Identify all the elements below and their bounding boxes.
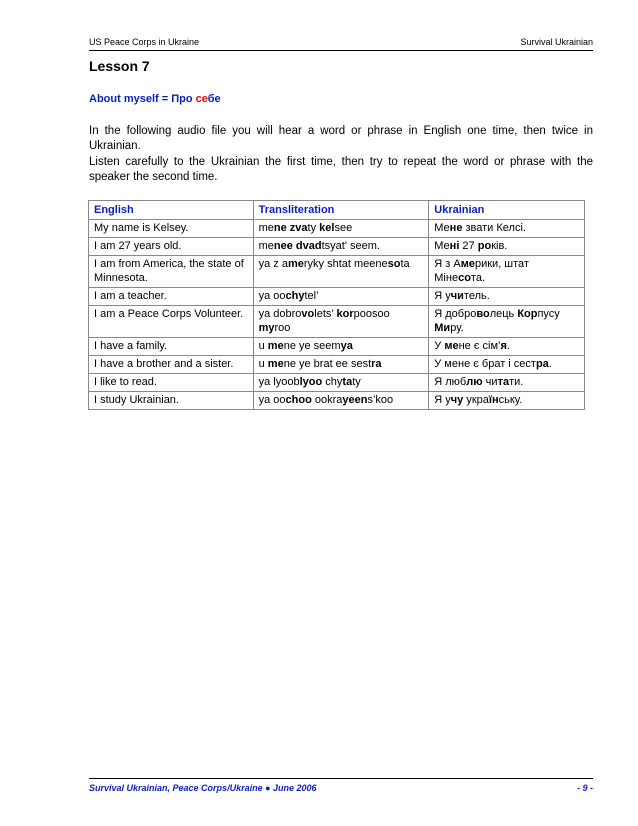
text-segment: see bbox=[334, 222, 353, 234]
lesson-title: Lesson 7 bbox=[89, 58, 150, 74]
stressed-syllable: my bbox=[258, 322, 275, 334]
english-cell bbox=[89, 238, 254, 256]
text-segment: My name is Kelsey. bbox=[94, 222, 189, 234]
stressed-syllable: choo bbox=[285, 394, 312, 406]
english-cell bbox=[89, 392, 254, 410]
column-header-transliteration: Transliteration bbox=[253, 201, 429, 220]
text-segment: ryky shtat meene bbox=[303, 258, 388, 270]
stressed-syllable: ra bbox=[371, 358, 382, 370]
stressed-syllable: їн bbox=[488, 394, 499, 406]
text-segment: I am 27 years old. bbox=[94, 240, 182, 252]
text-segment: ya oo bbox=[258, 290, 286, 302]
stressed-syllable: я bbox=[500, 340, 507, 352]
transliteration-cell bbox=[253, 356, 429, 374]
english-cell bbox=[89, 374, 254, 392]
text-segment: tel’ bbox=[304, 290, 319, 302]
text-segment: roo bbox=[274, 322, 291, 334]
text-segment: укра bbox=[463, 394, 489, 406]
text-segment: не є сім’ bbox=[458, 340, 501, 352]
ukrainian-cell bbox=[429, 288, 585, 306]
ukrainian-cell bbox=[429, 392, 585, 410]
text-segment: та. bbox=[470, 272, 486, 284]
text-segment: lets’ bbox=[314, 308, 337, 320]
text-segment: Я люб bbox=[434, 376, 467, 388]
stressed-syllable: ta bbox=[342, 376, 353, 388]
text-segment: звати Келсі. bbox=[462, 222, 526, 234]
table-row bbox=[89, 392, 585, 410]
stressed-syllable: ne bbox=[273, 222, 287, 234]
stressed-syllable: Ми bbox=[434, 322, 451, 334]
stressed-syllable: со bbox=[458, 272, 471, 284]
table-row bbox=[89, 306, 585, 338]
text-segment: s’koo bbox=[367, 394, 394, 406]
transliteration-cell bbox=[253, 288, 429, 306]
table-row bbox=[89, 220, 585, 238]
text-segment: У мене є брат і сест bbox=[434, 358, 536, 370]
table-row bbox=[89, 288, 585, 306]
text-segment: u bbox=[258, 358, 268, 370]
text-segment: ne ye seem bbox=[283, 340, 341, 352]
stressed-syllable: me bbox=[267, 358, 284, 370]
table-row bbox=[89, 338, 585, 356]
stressed-syllable: me bbox=[287, 258, 304, 270]
ukrainian-cell bbox=[429, 356, 585, 374]
topic-highlight: се bbox=[195, 93, 208, 105]
page-number: - 9 - bbox=[576, 783, 593, 793]
text-segment: . bbox=[548, 358, 552, 370]
stressed-syllable: ме bbox=[460, 258, 475, 270]
text-segment: ти. bbox=[509, 376, 524, 388]
column-header-ukrainian: Ukrainian bbox=[429, 201, 585, 220]
footer-left: Survival Ukrainian, Peace Corps/Ukraine ● June 2006 bbox=[89, 783, 317, 793]
table-row bbox=[89, 374, 585, 392]
stressed-syllable: me bbox=[267, 340, 284, 352]
transliteration-cell bbox=[253, 392, 429, 410]
text-segment: ne ye brat ee sest bbox=[283, 358, 372, 370]
topic-heading bbox=[89, 93, 221, 105]
page-header bbox=[89, 36, 593, 51]
text-segment: Я у bbox=[434, 394, 451, 406]
stressed-syllable: ні bbox=[449, 240, 460, 252]
text-segment: пусу bbox=[537, 308, 560, 320]
text-segment: poosoo bbox=[353, 308, 390, 320]
page-footer bbox=[89, 778, 593, 795]
stressed-syllable: ро bbox=[477, 240, 492, 252]
transliteration-cell bbox=[253, 220, 429, 238]
instruction-paragraph-2: Listen carefully to the Ukrainian the first time, then try to repeat the word or phrase with the speaker the second time. bbox=[89, 156, 593, 183]
table-body bbox=[89, 220, 585, 410]
stressed-syllable: vo bbox=[301, 308, 315, 320]
ukrainian-cell bbox=[429, 374, 585, 392]
header-right: Survival Ukrainian bbox=[520, 37, 593, 47]
transliteration-cell bbox=[253, 306, 429, 338]
text-segment: . bbox=[506, 340, 510, 352]
stressed-syllable: kel bbox=[319, 222, 335, 234]
text-segment: tsyat' seem. bbox=[321, 240, 380, 252]
stressed-syllable: lyoo bbox=[299, 376, 323, 388]
topic-prefix: About myself = Про bbox=[89, 93, 196, 105]
text-segment: ya dobro bbox=[258, 308, 302, 320]
text-segment: I am a teacher. bbox=[94, 290, 167, 302]
text-segment: тель. bbox=[463, 290, 490, 302]
text-segment: me bbox=[258, 222, 274, 234]
topic-suffix: бе bbox=[207, 93, 221, 105]
english-cell bbox=[89, 288, 254, 306]
text-segment: I have a brother and a sister. bbox=[94, 358, 234, 370]
text-segment: I study Ukrainian. bbox=[94, 394, 179, 406]
column-header-english: English bbox=[89, 201, 254, 220]
english-cell bbox=[89, 220, 254, 238]
table-header-row bbox=[89, 201, 585, 220]
transliteration-cell bbox=[253, 338, 429, 356]
ukrainian-cell bbox=[429, 238, 585, 256]
text-segment: Ме bbox=[434, 240, 450, 252]
text-segment: I have a family. bbox=[94, 340, 168, 352]
stressed-syllable: ya bbox=[340, 340, 353, 352]
text-segment: рики, штат Міне bbox=[434, 258, 529, 284]
text-segment: лець bbox=[489, 308, 518, 320]
ukrainian-cell bbox=[429, 256, 585, 288]
text-segment: чи bbox=[482, 376, 498, 388]
vocabulary-table bbox=[88, 200, 585, 410]
stressed-syllable: nee bbox=[273, 240, 293, 252]
header-left: US Peace Corps in Ukraine bbox=[89, 37, 200, 47]
text-segment: ty bbox=[307, 222, 320, 234]
stressed-syllable: yeen bbox=[342, 394, 368, 406]
stressed-syllable: чи bbox=[450, 290, 464, 302]
instruction-paragraph-1: In the following audio file you will hear a word or phrase in English one time, then twice in Ukrainian. bbox=[89, 125, 593, 152]
table-row bbox=[89, 238, 585, 256]
text-segment: me bbox=[258, 240, 274, 252]
table-row bbox=[89, 256, 585, 288]
english-cell bbox=[89, 338, 254, 356]
stressed-syllable: чу bbox=[450, 394, 464, 406]
ukrainian-cell bbox=[429, 306, 585, 338]
stressed-syllable: dvad bbox=[295, 240, 322, 252]
stressed-syllable: не bbox=[449, 222, 463, 234]
text-segment: ookra bbox=[311, 394, 343, 406]
ukrainian-cell bbox=[429, 220, 585, 238]
english-cell bbox=[89, 306, 254, 338]
stressed-syllable: chy bbox=[285, 290, 305, 302]
ukrainian-cell bbox=[429, 338, 585, 356]
text-segment: ta bbox=[400, 258, 410, 270]
text-segment: ya z a bbox=[258, 258, 288, 270]
stressed-syllable: Кор bbox=[517, 308, 538, 320]
stressed-syllable: во bbox=[476, 308, 490, 320]
transliteration-cell bbox=[253, 238, 429, 256]
text-segment: Я добро bbox=[434, 308, 477, 320]
stressed-syllable: та bbox=[497, 376, 510, 388]
text-segment: ську. bbox=[498, 394, 523, 406]
text-segment: ків. bbox=[491, 240, 508, 252]
text-segment: Ме bbox=[434, 222, 450, 234]
text-segment: ру. bbox=[450, 322, 464, 334]
stressed-syllable: ра bbox=[535, 358, 549, 370]
transliteration-cell bbox=[253, 374, 429, 392]
stressed-syllable: ме bbox=[444, 340, 459, 352]
english-cell bbox=[89, 256, 254, 288]
text-segment: ty bbox=[352, 376, 361, 388]
english-cell bbox=[89, 356, 254, 374]
text-segment: chy bbox=[322, 376, 343, 388]
transliteration-cell bbox=[253, 256, 429, 288]
stressed-syllable: so bbox=[387, 258, 401, 270]
text-segment: 27 bbox=[459, 240, 478, 252]
text-segment: Я у bbox=[434, 290, 451, 302]
text-segment: Я з А bbox=[434, 258, 461, 270]
text-segment: У bbox=[434, 340, 445, 352]
text-segment: I like to read. bbox=[94, 376, 157, 388]
stressed-syllable: лю bbox=[466, 376, 483, 388]
text-segment: ya oo bbox=[258, 394, 286, 406]
stressed-syllable: zva bbox=[289, 222, 308, 234]
text-segment: u bbox=[258, 340, 268, 352]
text-segment: ya lyoob bbox=[258, 376, 300, 388]
text-segment: I am a Peace Corps Volunteer. bbox=[94, 308, 244, 320]
table-row bbox=[89, 356, 585, 374]
stressed-syllable: kor bbox=[336, 308, 354, 320]
text-segment: I am from America, the state of Minnesota. bbox=[94, 258, 244, 284]
